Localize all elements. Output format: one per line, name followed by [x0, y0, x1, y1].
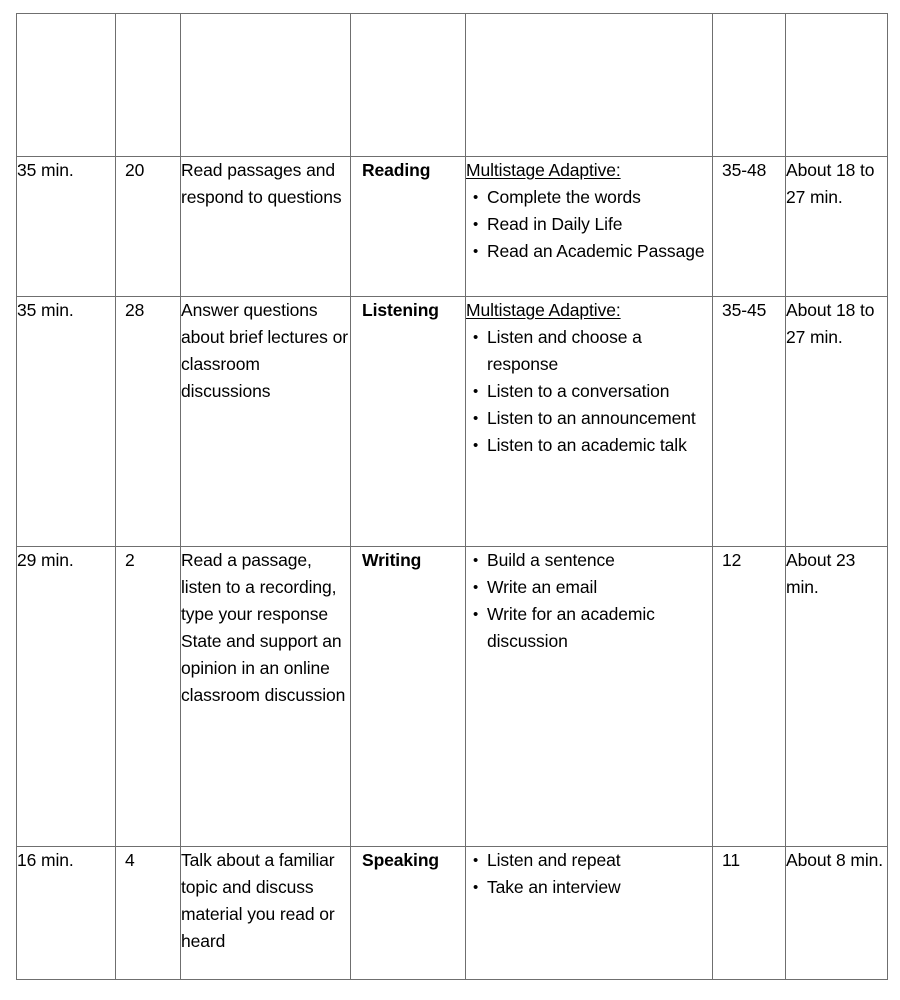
- column-header-section: [351, 14, 466, 157]
- column-header-estimated-timing-right: [786, 14, 888, 157]
- cell-description-left: [181, 297, 351, 547]
- cell-value: Speaking: [362, 850, 440, 870]
- cell-value: 28: [125, 300, 145, 320]
- list-item: • Build a sentence: [487, 547, 712, 574]
- cell-section-name: [351, 847, 466, 980]
- cell-value: About 23 min.: [786, 550, 856, 597]
- table-row: [17, 547, 888, 847]
- table-body: [17, 157, 888, 980]
- cell-value: 29 min.: [17, 550, 74, 570]
- cell-description-left: [181, 847, 351, 980]
- column-header-estimated-timing-left: [17, 14, 116, 157]
- list-item: • Listen to an academic talk: [487, 432, 712, 459]
- task-list: [466, 547, 712, 655]
- column-header-label: [116, 0, 144, 8]
- cell-value: 35-48: [722, 160, 767, 180]
- cell-estimated-timing-left: [17, 297, 116, 547]
- column-header-label: [786, 0, 836, 8]
- cell-value: Reading: [362, 160, 431, 180]
- list-item: • Write an email: [487, 574, 712, 601]
- cell-description-left: [181, 547, 351, 847]
- column-header-no-of-items-right: [713, 14, 786, 157]
- column-header-no-of-items-left: [116, 14, 181, 157]
- cell-value: 4: [125, 850, 135, 870]
- task-list: [466, 324, 712, 459]
- column-header-description-right: [466, 14, 713, 157]
- multistage-adaptive-label: Multistage Adaptive:: [466, 160, 621, 180]
- cell-description-right: [466, 157, 713, 297]
- column-header-label: [466, 0, 494, 8]
- cell-value: 16 min.: [17, 850, 74, 870]
- column-header-label: [181, 0, 209, 8]
- list-item: • Listen to an announcement: [487, 405, 712, 432]
- cell-value: Listening: [362, 300, 439, 320]
- column-header-label: [351, 0, 379, 8]
- cell-section-name: [351, 157, 466, 297]
- cell-value: Answer questions about brief lectures or classroom discussions: [181, 300, 348, 401]
- cell-value: 35 min.: [17, 160, 74, 180]
- list-item: • Listen and repeat: [487, 847, 712, 874]
- cell-estimated-timing-right: [786, 157, 888, 297]
- task-list: [466, 184, 712, 265]
- cell-no-of-items-right: [713, 297, 786, 547]
- cell-value: 35 min.: [17, 300, 74, 320]
- table-row: [17, 157, 888, 297]
- cell-no-of-items-right: [713, 847, 786, 980]
- cell-value: 11: [722, 850, 740, 870]
- cell-estimated-timing-right: [786, 297, 888, 547]
- list-item: • Listen to a conversation: [487, 378, 712, 405]
- cell-value: About 18 to 27 min.: [786, 300, 875, 347]
- cell-estimated-timing-right: [786, 847, 888, 980]
- column-header-label: [17, 0, 67, 8]
- list-item: • Write for an academic discussion: [487, 601, 712, 655]
- table-row: [17, 297, 888, 547]
- column-header-description-left: [181, 14, 351, 157]
- cell-section-name: [351, 297, 466, 547]
- cell-no-of-items-left: [116, 847, 181, 980]
- table-header-row: [17, 14, 888, 157]
- cell-no-of-items-left: [116, 157, 181, 297]
- cell-no-of-items-right: [713, 157, 786, 297]
- cell-description-right: [466, 847, 713, 980]
- cell-value: About 8 min.: [786, 850, 884, 870]
- cell-value: Writing: [362, 550, 422, 570]
- list-item: • Listen and choose a response: [487, 324, 712, 378]
- list-item: • Take an interview: [487, 874, 712, 901]
- cell-value: Read passages and respond to questions: [181, 160, 342, 207]
- task-list: [466, 847, 712, 901]
- cell-value: About 18 to 27 min.: [786, 160, 875, 207]
- list-item: • Complete the words: [487, 184, 712, 211]
- cell-no-of-items-left: [116, 547, 181, 847]
- cell-description-right: [466, 297, 713, 547]
- cell-value: 2: [125, 550, 135, 570]
- list-item: • Read in Daily Life: [487, 211, 712, 238]
- list-item: • Read an Academic Passage: [487, 238, 712, 265]
- cell-estimated-timing-right: [786, 547, 888, 847]
- cell-description-right: [466, 547, 713, 847]
- cell-value: 12: [722, 550, 742, 570]
- cell-no-of-items-left: [116, 297, 181, 547]
- cell-value: Read a passage, listen to a recording, type your response State and support an opinion in an online classroom discussion: [181, 550, 346, 705]
- cell-no-of-items-right: [713, 547, 786, 847]
- multistage-adaptive-label: Multistage Adaptive:: [466, 300, 621, 320]
- cell-section-name: [351, 547, 466, 847]
- cell-value: 20: [125, 160, 145, 180]
- cell-estimated-timing-left: [17, 157, 116, 297]
- cell-description-left: [181, 157, 351, 297]
- cell-value: Talk about a familiar topic and discuss material you read or heard: [181, 850, 335, 951]
- table-row: [17, 847, 888, 980]
- test-structure-table: [16, 13, 888, 980]
- cell-estimated-timing-left: [17, 547, 116, 847]
- cell-estimated-timing-left: [17, 847, 116, 980]
- column-header-label: [713, 0, 741, 8]
- cell-value: 35-45: [722, 300, 767, 320]
